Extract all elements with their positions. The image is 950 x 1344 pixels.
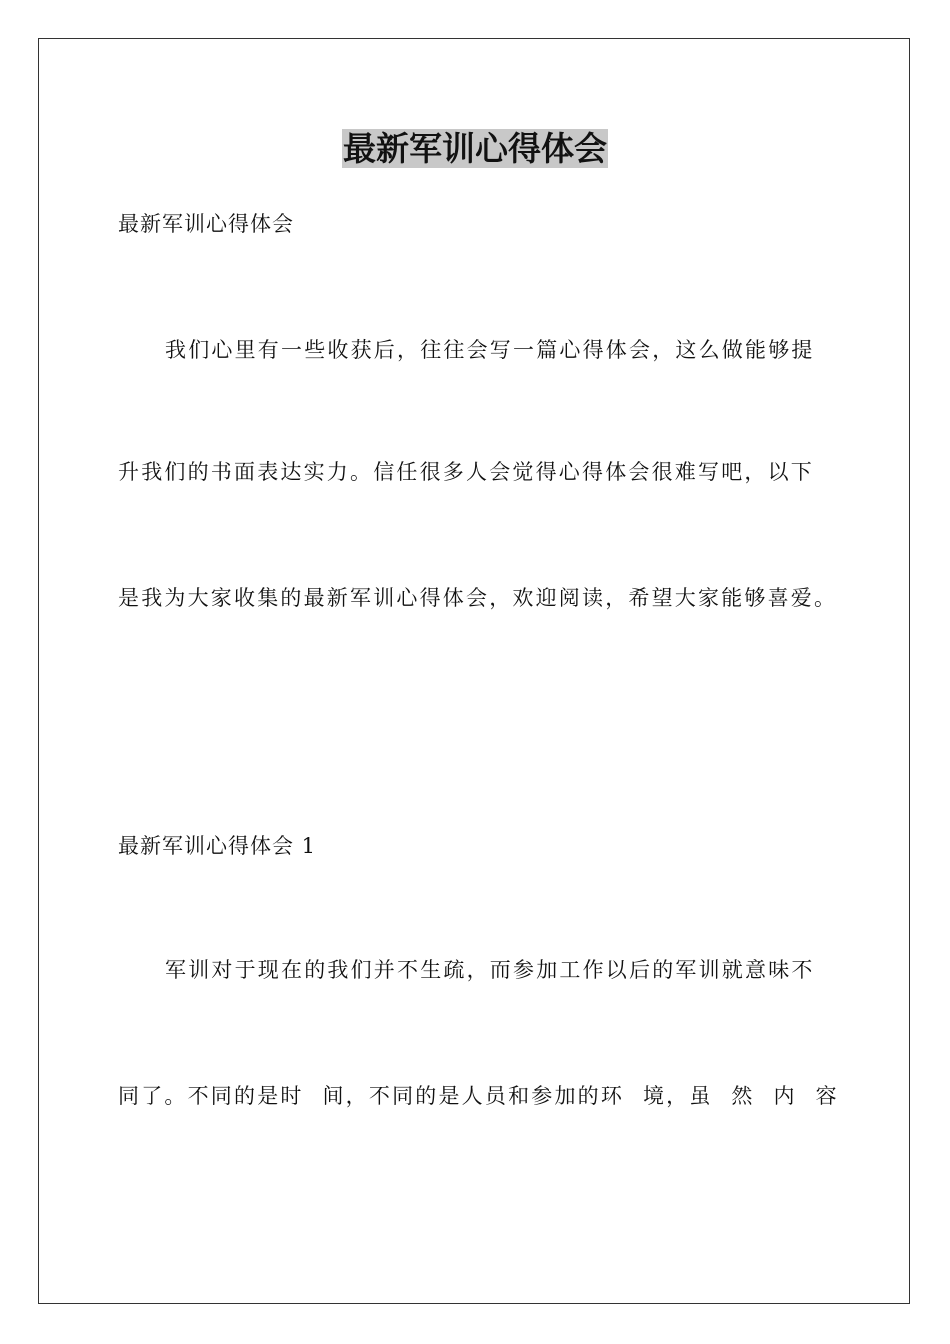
section-heading: 最新军训心得体会 1 [118, 834, 317, 858]
document-subtitle: 最新军训心得体会 [118, 212, 294, 236]
document-title: 最新军训心得体会 [343, 129, 607, 168]
intro-paragraph-line: 我们心里有一些收获后，往往会写一篇心得体会，这么做能够提 [165, 338, 815, 362]
section-paragraph-line: 军训对于现在的我们并不生疏，而参加工作以后的军训就意味不 [165, 958, 815, 982]
intro-paragraph-line: 是我为大家收集的最新军训心得体会，欢迎阅读，希望大家能够喜爱。 [118, 586, 838, 610]
section-paragraph-line: 同了。不同的是时 间，不同的是人员和参加的环 境，虽 然 内 容 [118, 1084, 839, 1108]
intro-paragraph-line: 升我们的书面表达实力。信任很多人会觉得心得体会很难写吧，以下 [118, 460, 814, 484]
